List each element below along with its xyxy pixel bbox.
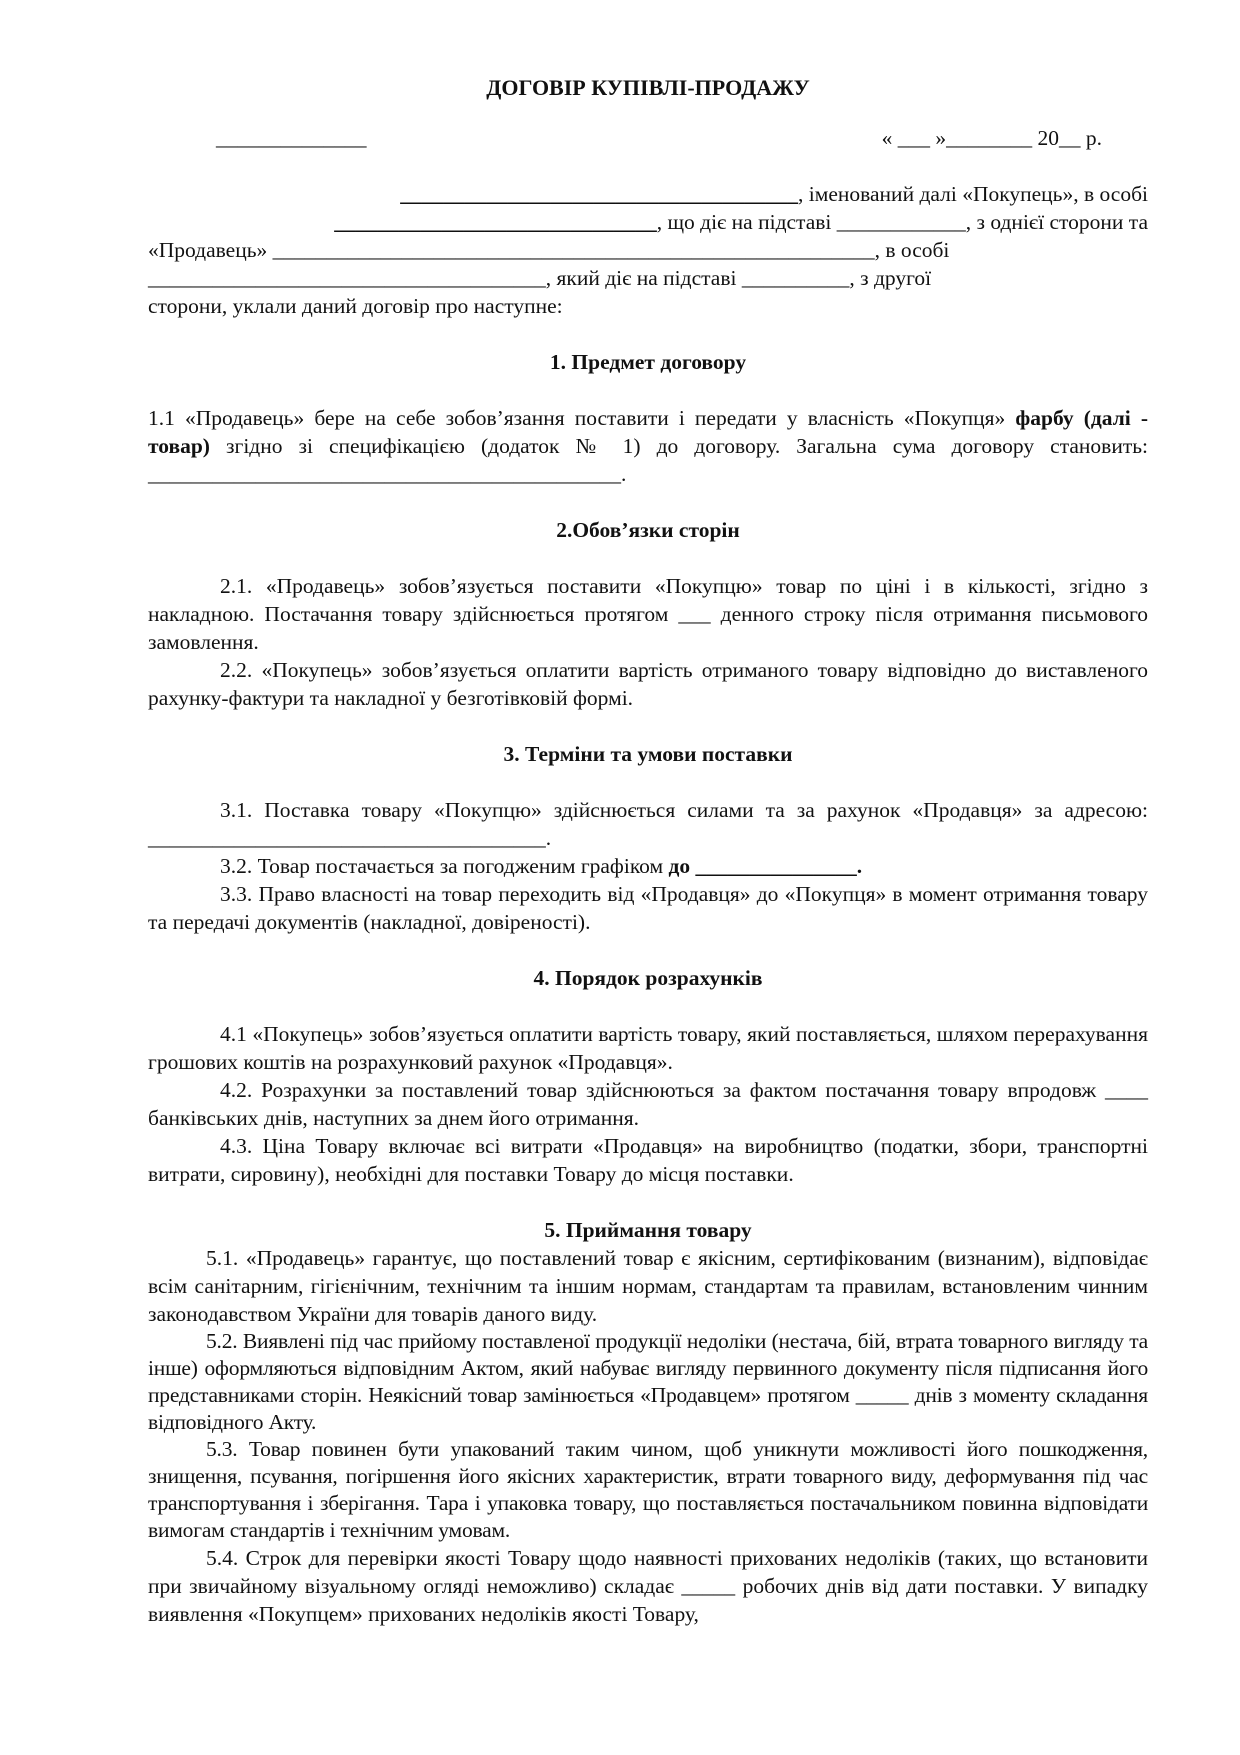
document-title: ДОГОВІР КУПІВЛІ-ПРОДАЖУ [486,75,810,100]
place-date-row [148,124,1148,152]
section-3-heading: 3. Терміни та умови поставки [503,742,793,766]
section-1-heading: 1. Предмет договору [549,350,747,374]
clause-5-3: 5.3. Товар повинен бути упакований таким чином, щоб уникнути можливості його пошкодження, знищення, псування, погіршення його якісних характеристик, втрати товарного виду, деформування під час транспортування і зберігання. Тара і упаковка товару, що поставляється постачальником повинна відповідати вимогам стандартів і технічним умовам. [148,1437,1148,1542]
clause-5-2: 5.2. Виявлені під час прийому поставленої продукції недоліки (нестача, бій, втрата товарного вигляду та інше) оформляються відповідним Актом, який набуває вигляду первинного документу після підписання його представниками сторін. Неякісний товар замінюється «Продавцем» протягом _____ днів з моменту складання відповідного Акту. [148,1329,1148,1434]
contract-page [148,60,1148,1628]
clause-1-1: 1.1 «Продавець» бере на себе зобов’язання поставити і передати у власність «Покупця» фарбу (далі - товар) згідно зі специфікацією (додаток № 1) до договору. Загальна сума договору становить: ____________________________________________. [148,406,1148,486]
clause-3-3: 3.3. Право власності на товар переходить від «Продавця» до «Покупця» в момент отримання товару та передачі документів (накладної, довіреності). [148,882,1148,934]
buyer-representative-blank: ______________________________ [334,210,657,234]
clause-2-1: 2.1. «Продавець» зобов’язується поставити «Покупцю» товар по ціні і в кількості, згідно з накладною. Постачання товару здійснюється протягом ___ денного строку після отримання письмового замовлення. [148,574,1148,654]
clause-4-2: 4.2. Розрахунки за поставлений товар здійснюються за фактом постачання товару впродовж ____ банківських днів, наступних за днем його отримання. [148,1078,1148,1130]
clause-3-2: 3.2. Товар постачається за погодженим графіком до _______________. [220,854,863,878]
clause-3-1: 3.1. Поставка товару «Покупцю» здійснюється силами та за рахунок «Продавця» за адресою: _____________________________________. [148,798,1148,850]
clause-5-4: 5.4. Строк для перевірки якості Товару щодо наявності прихованих недоліків (таких, що встановити при звичайному візуальному огляді неможливо) складає _____ робочих днів від дати поставки. У випадку виявлення «Покупцем» прихованих недоліків якості Товару, [148,1546,1148,1626]
section-2-heading: 2.Обов’язки сторін [556,518,740,542]
clause-5-1: 5.1. «Продавець» гарантує, що поставлений товар є якісним, сертифікованим (визнаним), відповідає всім санітарним, гігієнічним, технічним та іншим нормам, стандартам та правилам, встановленим чинним законодавством України для товарів даного виду. [148,1246,1148,1326]
section-5-heading: 5. Приймання товару [544,1218,752,1242]
clause-4-3: 4.3. Ціна Товару включає всі витрати «Продавця» на виробництво (податки, збори, транспортні витрати, сировину), необхідні для поставки Товару до місця поставки. [148,1134,1148,1186]
buyer-name-blank: _____________________________________ [400,182,799,206]
parties-intro-line-5: сторони, уклали даний договір про наступне: [148,294,563,318]
parties-intro-line-4: _____________________________________, який діє на підставі __________, з другої [148,266,932,290]
clause-4-1: 4.1 «Покупець» зобов’язується оплатити вартість товару, який поставляється, шляхом перерахування грошових коштів на розрахунковий рахунок «Продавця». [148,1022,1148,1074]
delivery-deadline-blank: до _______________. [668,854,863,878]
place-blank: ______________ [216,126,367,150]
parties-intro-line-1: _____________________________________, іменований далі «Покупець», в особі [400,182,1148,206]
clause-2-2: 2.2. «Покупець» зобов’язується оплатити вартість отриманого товару відповідно до виставленого рахунку-фактури та накладної у безготівковій формі. [148,658,1148,710]
parties-intro-line-2: ______________________________, що діє на підставі ____________, з однієї сторони та [334,210,1148,234]
date-blank: « ___ »________ 20__ р. [881,126,1102,150]
section-4-heading: 4. Порядок розрахунків [533,966,763,990]
parties-intro-line-3: «Продавець» ________________________________________________________, в особі [148,238,950,262]
goods-name: фарбу (далі - товар) [148,406,1148,458]
